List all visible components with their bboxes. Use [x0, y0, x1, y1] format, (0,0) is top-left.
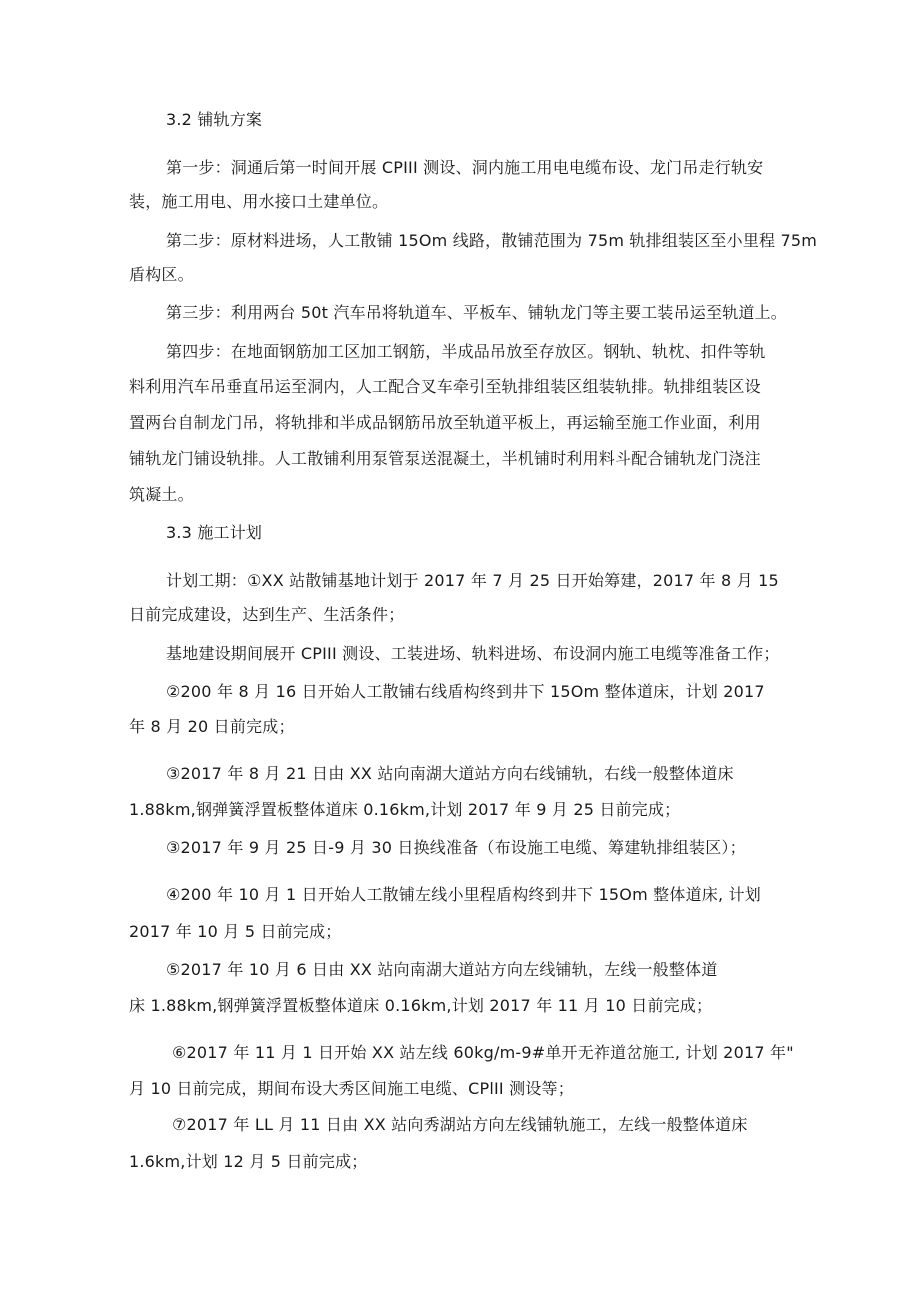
- plan-item-9-line-2: 1.6km,计划 12 月 5 日前完成；: [129, 1152, 368, 1171]
- section-heading-3-2: 3.2 铺轨方案: [166, 110, 263, 129]
- plan-item-7-line-1: ⑤2017 年 10 月 6 日由 XX 站向南湖大道站方向左线铺轨，左线一般整体道: [166, 960, 718, 979]
- plan-item-3-line-2: 年 8 月 20 日前完成；: [129, 717, 295, 736]
- plan-item-6-line-2: 2017 年 10 月 5 日前完成；: [129, 922, 342, 941]
- step-2-line-1: 第二步：原材料进场，人工散铺 15Om 线路，散铺范围为 75m 轨排组装区至小里程 75m: [166, 231, 818, 250]
- section-heading-3-3: 3.3 施工计划: [166, 523, 263, 542]
- plan-item-2-line-1: 基地建设期间展开 CPIII 测设、工装进场、轨料进场、布设洞内施工电缆等准备工作；: [166, 644, 780, 663]
- plan-item-3-line-1: ②200 年 8 月 16 日开始人工散铺右线盾构终到井下 15Om 整体道床，计划 2017: [166, 682, 765, 701]
- plan-item-4-line-1: ③2017 年 8 月 21 日由 XX 站向南湖大道站方向右线铺轨，右线一般整体道床: [166, 764, 734, 783]
- plan-item-1-line-2: 日前完成建设，达到生产、生活条件；: [129, 605, 405, 624]
- plan-item-4-line-2: 1.88km,钢弹簧浮置板整体道床 0.16km,计划 2017 年 9 月 25 日前完成；: [129, 800, 681, 819]
- plan-item-9-line-1: ⑦2017 年 LL 月 11 日由 XX 站向秀湖站方向左线铺轨施工，左线一般整体道床: [172, 1115, 748, 1134]
- step-4-line-5: 筑凝土。: [129, 485, 194, 504]
- step-3-line-1: 第三步：利用两台 50t 汽车吊将轨道车、平板车、铺轨龙门等主要工装吊运至轨道上。: [166, 303, 788, 322]
- plan-item-7-line-2: 床 1.88km,钢弹簧浮置板整体道床 0.16km,计划 2017 年 11 月 10 日前完成；: [129, 996, 713, 1015]
- plan-item-5-line-1: ③2017 年 9 月 25 日-9 月 30 日换线准备（布设施工电缆、筹建轨排组装区）；: [166, 838, 746, 857]
- step-4-line-2: 料利用汽车吊垂直吊运至洞内，人工配合叉车牵引至轨排组装区组装轨排。轨排组装区设: [129, 377, 761, 396]
- plan-item-6-line-1: ④200 年 10 月 1 日开始人工散铺左线小里程盾构终到井下 15Om 整体道床, 计划: [166, 885, 761, 904]
- step-4-line-4: 铺轨龙门铺设轨排。人工散铺利用泵管泵送混凝土，半机铺时利用料斗配合铺轨龙门浇注: [129, 449, 761, 468]
- step-1-line-1: 第一步：洞通后第一时间开展 CPIII 测设、洞内施工用电电缆布设、龙门吊走行轨安: [166, 158, 764, 177]
- step-2-line-2: 盾构区。: [129, 265, 194, 284]
- step-4-line-1: 第四步：在地面钢筋加工区加工钢筋，半成品吊放至存放区。钢轨、轨枕、扣件等轨: [166, 342, 766, 361]
- step-4-line-3: 置两台自制龙门吊，将轨排和半成品钢筋吊放至轨道平板上，再运输至施工作业面，利用: [129, 413, 761, 432]
- plan-item-1-line-1: 计划工期：①XX 站散铺基地计划于 2017 年 7 月 25 日开始筹建，2017 年 8 月 15: [166, 571, 779, 590]
- step-1-line-2: 装，施工用电、用水接口土建单位。: [129, 192, 389, 211]
- plan-item-8-line-1: ⑥2017 年 11 月 1 日开始 XX 站左线 60kg/m-9#单开无祚道岔施工, 计划 2017 年": [172, 1043, 794, 1062]
- plan-item-8-line-2: 月 10 日前完成，期间布设大秀区间施工电缆、CPlII 测设等；: [129, 1079, 574, 1098]
